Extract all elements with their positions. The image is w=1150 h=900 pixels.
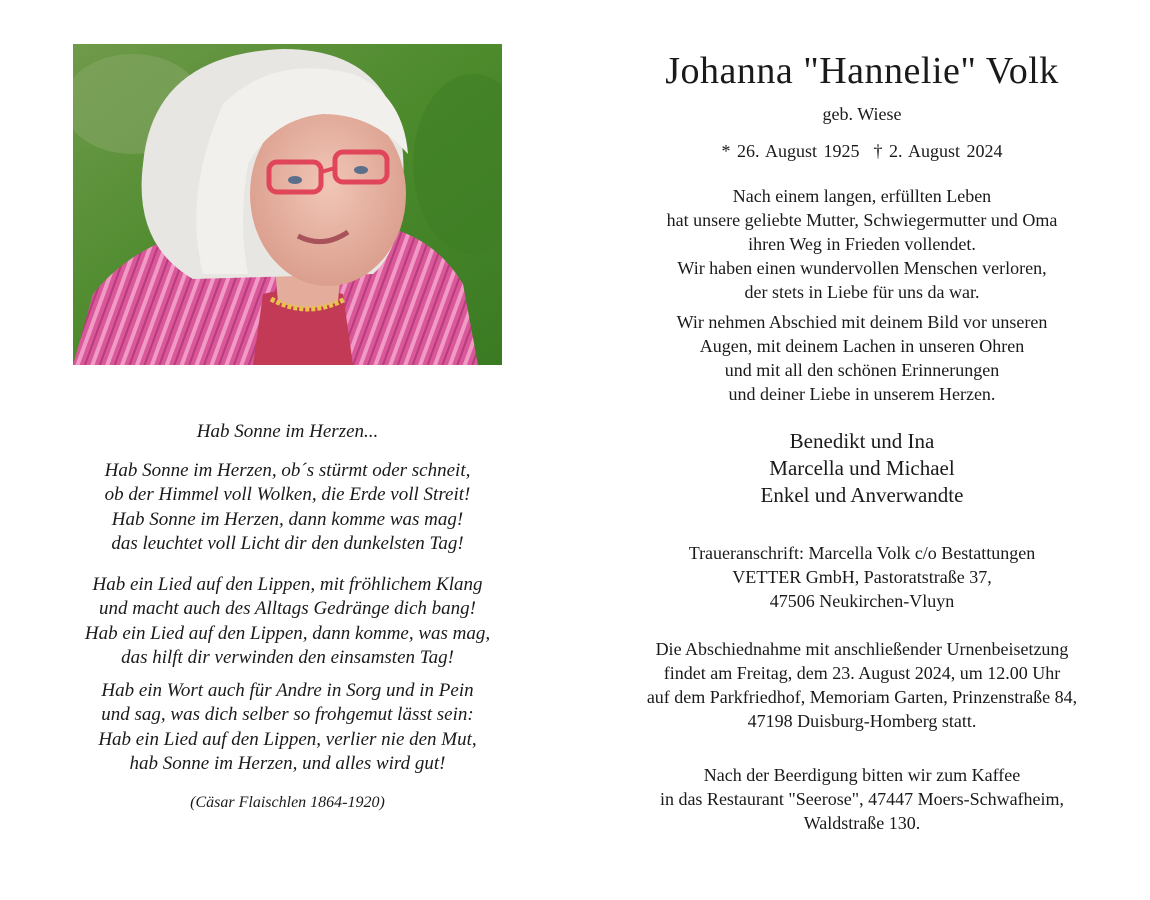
portrait-photo [73,44,502,365]
death-date: † 2. August 2024 [873,141,1003,161]
poem-line: Hab ein Lied auf den Lippen, verlier nie den Mut, [98,728,477,750]
poem-line: Hab Sonne im Herzen, ob´s stürmt oder schneit, [104,459,471,481]
poem-line: ob der Himmel voll Wolken, die Erde voll Streit! [104,484,471,505]
ceremony-line: findet am Freitag, dem 23. August 2024, um 12.00 Uhr [663,663,1061,683]
poem-stanza-3 [40,679,535,777]
text-line: Wir haben einen wundervollen Menschen verloren, [677,258,1047,278]
text-line: und mit all den schönen Erinnerungen [724,360,1000,380]
poem-line: hab Sonne im Herzen, und alles wird gut! [129,753,446,774]
portrait-illustration [73,44,502,365]
mourning-address [588,541,1136,613]
poem-line: Hab ein Wort auch für Andre in Sorg und in Pein [101,679,474,701]
family-line: Marcella und Michael [769,456,955,480]
text-line: hat unsere geliebte Mutter, Schwiegermutter und Oma [666,210,1058,230]
ceremony-line: Die Abschiednahme mit anschließender Urnenbeisetzung [655,639,1069,659]
obituary-paragraph-2 [588,310,1136,406]
text-line: ihren Weg in Frieden vollendet. [748,234,976,254]
ceremony-line: 47198 Duisburg-Homberg statt. [747,711,977,731]
poem-author: (Cäsar Flaischlen 1864-1920) [190,793,385,811]
text-line: Nach einem langen, erfüllten Leben [732,186,992,206]
poem-stanza-2 [40,573,535,671]
poem-line: Hab Sonne im Herzen, dann komme was mag! [111,508,464,530]
coffee-line: Nach der Beerdigung bitten wir zum Kaffee [703,765,1021,785]
ceremony-info [588,637,1136,733]
obituary-text [588,40,1136,835]
poem-line: Hab ein Lied auf den Lippen, mit fröhlichem Klang [92,573,483,595]
poem-line: und sag, was dich selber so frohgemut lässt sein: [101,704,474,725]
deceased-name: Johanna "Hannelie" Volk [665,50,1059,92]
coffee-line: in das Restaurant "Seerose", 47447 Moers-Schwafheim, [659,789,1065,809]
poem-line: und macht auch des Alltags Gedränge dich bang! [99,598,476,619]
address-line: VETTER GmbH, Pastoratstraße 37, [732,567,992,587]
text-line: Augen, mit deinem Lachen in unseren Ohren [699,336,1025,356]
birth-name: geb. Wiese [822,104,902,124]
address-line: 47506 Neukirchen-Vluyn [769,591,955,611]
family-names [588,428,1136,509]
text-line: und deiner Liebe in unserem Herzen. [728,384,996,404]
text-line: der stets in Liebe für uns da war. [744,282,980,302]
poem-line: das hilft dir verwinden den einsamsten Tag! [121,647,454,668]
text-line: Wir nehmen Abschied mit deinem Bild vor unseren [676,312,1048,332]
poem-title: Hab Sonne im Herzen... [196,421,379,442]
coffee-invitation [588,763,1136,835]
ceremony-line: auf dem Parkfriedhof, Memoriam Garten, Prinzenstraße 84, [646,687,1078,707]
family-line: Benedikt und Ina [789,429,935,453]
birth-date: * 26. August 1925 [721,141,860,161]
poem-line: das leuchtet voll Licht dir den dunkelsten Tag! [111,533,464,554]
poem-line: Hab ein Lied auf den Lippen, dann komme, was mag, [84,622,491,644]
life-dates [588,141,1136,162]
family-line: Enkel und Anverwandte [760,483,964,507]
poem-stanza-1 [40,459,535,557]
address-line: Traueranschrift: Marcella Volk c/o Bestattungen [688,543,1036,563]
poem [40,420,535,815]
obituary-paragraph-1 [588,184,1136,304]
coffee-line: Waldstraße 130. [803,813,921,833]
